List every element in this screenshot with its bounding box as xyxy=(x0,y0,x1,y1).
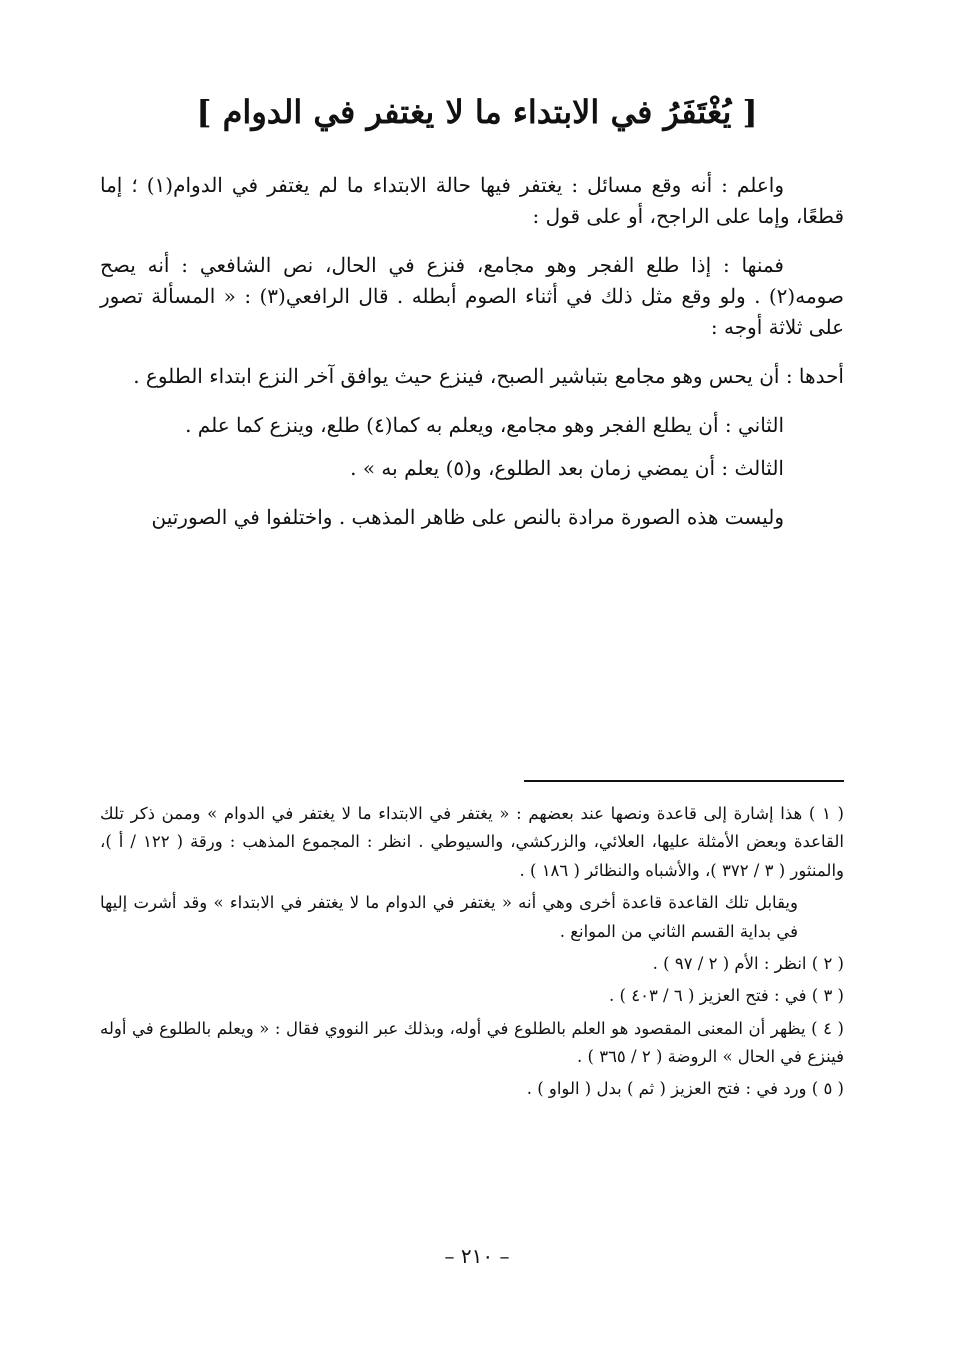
footnote-2: ( ٢ ) انظر : الأم ( ٢ / ٩٧ ) . xyxy=(652,953,844,973)
paragraph-intro: واعلم : أنه وقع مسائل : يغتفر فيها حالة الابتداء ما لم يغتفر في الدوام(١) ؛ إما قطعًا، وإما على الراجح، أو على قول : xyxy=(100,173,844,228)
paragraph-continuation: وليست هذه الصورة مرادة بالنص على ظاهر المذهب . واختلفوا في الصورتين xyxy=(151,505,784,529)
footnote-1: ( ١ ) هذا إشارة إلى قاعدة ونصها عند بعضهم : « يغتفر في الابتداء ما لا يغتفر في الدوام » وممن ذكر تلك القاعدة وبعض الأمثلة عليها، العلائي، والزركشي، والسيوطي . انظر : المجموع المذهب : ورقة ( ١٢٢ / أ )، والمنثور ( ٣ / ٣٧٢ )، والأشباه والنظائر ( ١٨٦ ) . xyxy=(100,804,844,880)
section-title: [ يُغْتَفَرُ في الابتداء ما لا يغتفر في الدوام ] xyxy=(196,93,758,131)
page-number: – ٢١٠ – xyxy=(444,1244,510,1268)
paragraph-third-aspect: الثالث : أن يمضي زمان بعد الطلوع، و(٥) يعلم به » . xyxy=(350,456,784,480)
paragraph-second-aspect: الثاني : أن يطلع الفجر وهو مجامع، ويعلم به كما(٤) طلع، وينزع كما علم . xyxy=(185,413,784,437)
footnote-3: ( ٣ ) في : فتح العزيز ( ٦ / ٤٠٣ ) . xyxy=(609,986,844,1006)
main-text xyxy=(100,170,844,551)
footnotes xyxy=(100,800,844,1108)
paragraph-first-aspect: أحدها : أن يحس وهو مجامع بتباشير الصبح، فينزع حيث يوافق آخر النزع ابتداء الطلوع . xyxy=(133,364,844,388)
footnote-4: ( ٤ ) يظهر أن المعنى المقصود هو العلم بالطلوع في أوله، وبذلك عبر النووي فقال : « ويعلم بالطلوع في أوله فينزع في الحال » الروضة ( ٢ / ٣٦٥ ) . xyxy=(100,1018,844,1066)
footnote-1-continuation: ويقابل تلك القاعدة قاعدة أخرى وهي أنه « يغتفر في الدوام ما لا يغتفر في الابتداء » وقد أشرت إليها في بداية القسم الثاني من الموانع . xyxy=(100,893,798,941)
footnote-5: ( ٥ ) ورد في : فتح العزيز ( ثم ) بدل ( الواو ) . xyxy=(526,1079,844,1099)
footnote-divider xyxy=(524,780,844,782)
paragraph-first-case: فمنها : إذا طلع الفجر وهو مجامع، فنزع في الحال، نص الشافعي : أنه يصح صومه(٢) . ولو وقع مثل ذلك في أثناء الصوم أبطله . قال الرافعي(٣) : « المسألة تصور على ثلاثة أوجه : xyxy=(100,253,844,339)
